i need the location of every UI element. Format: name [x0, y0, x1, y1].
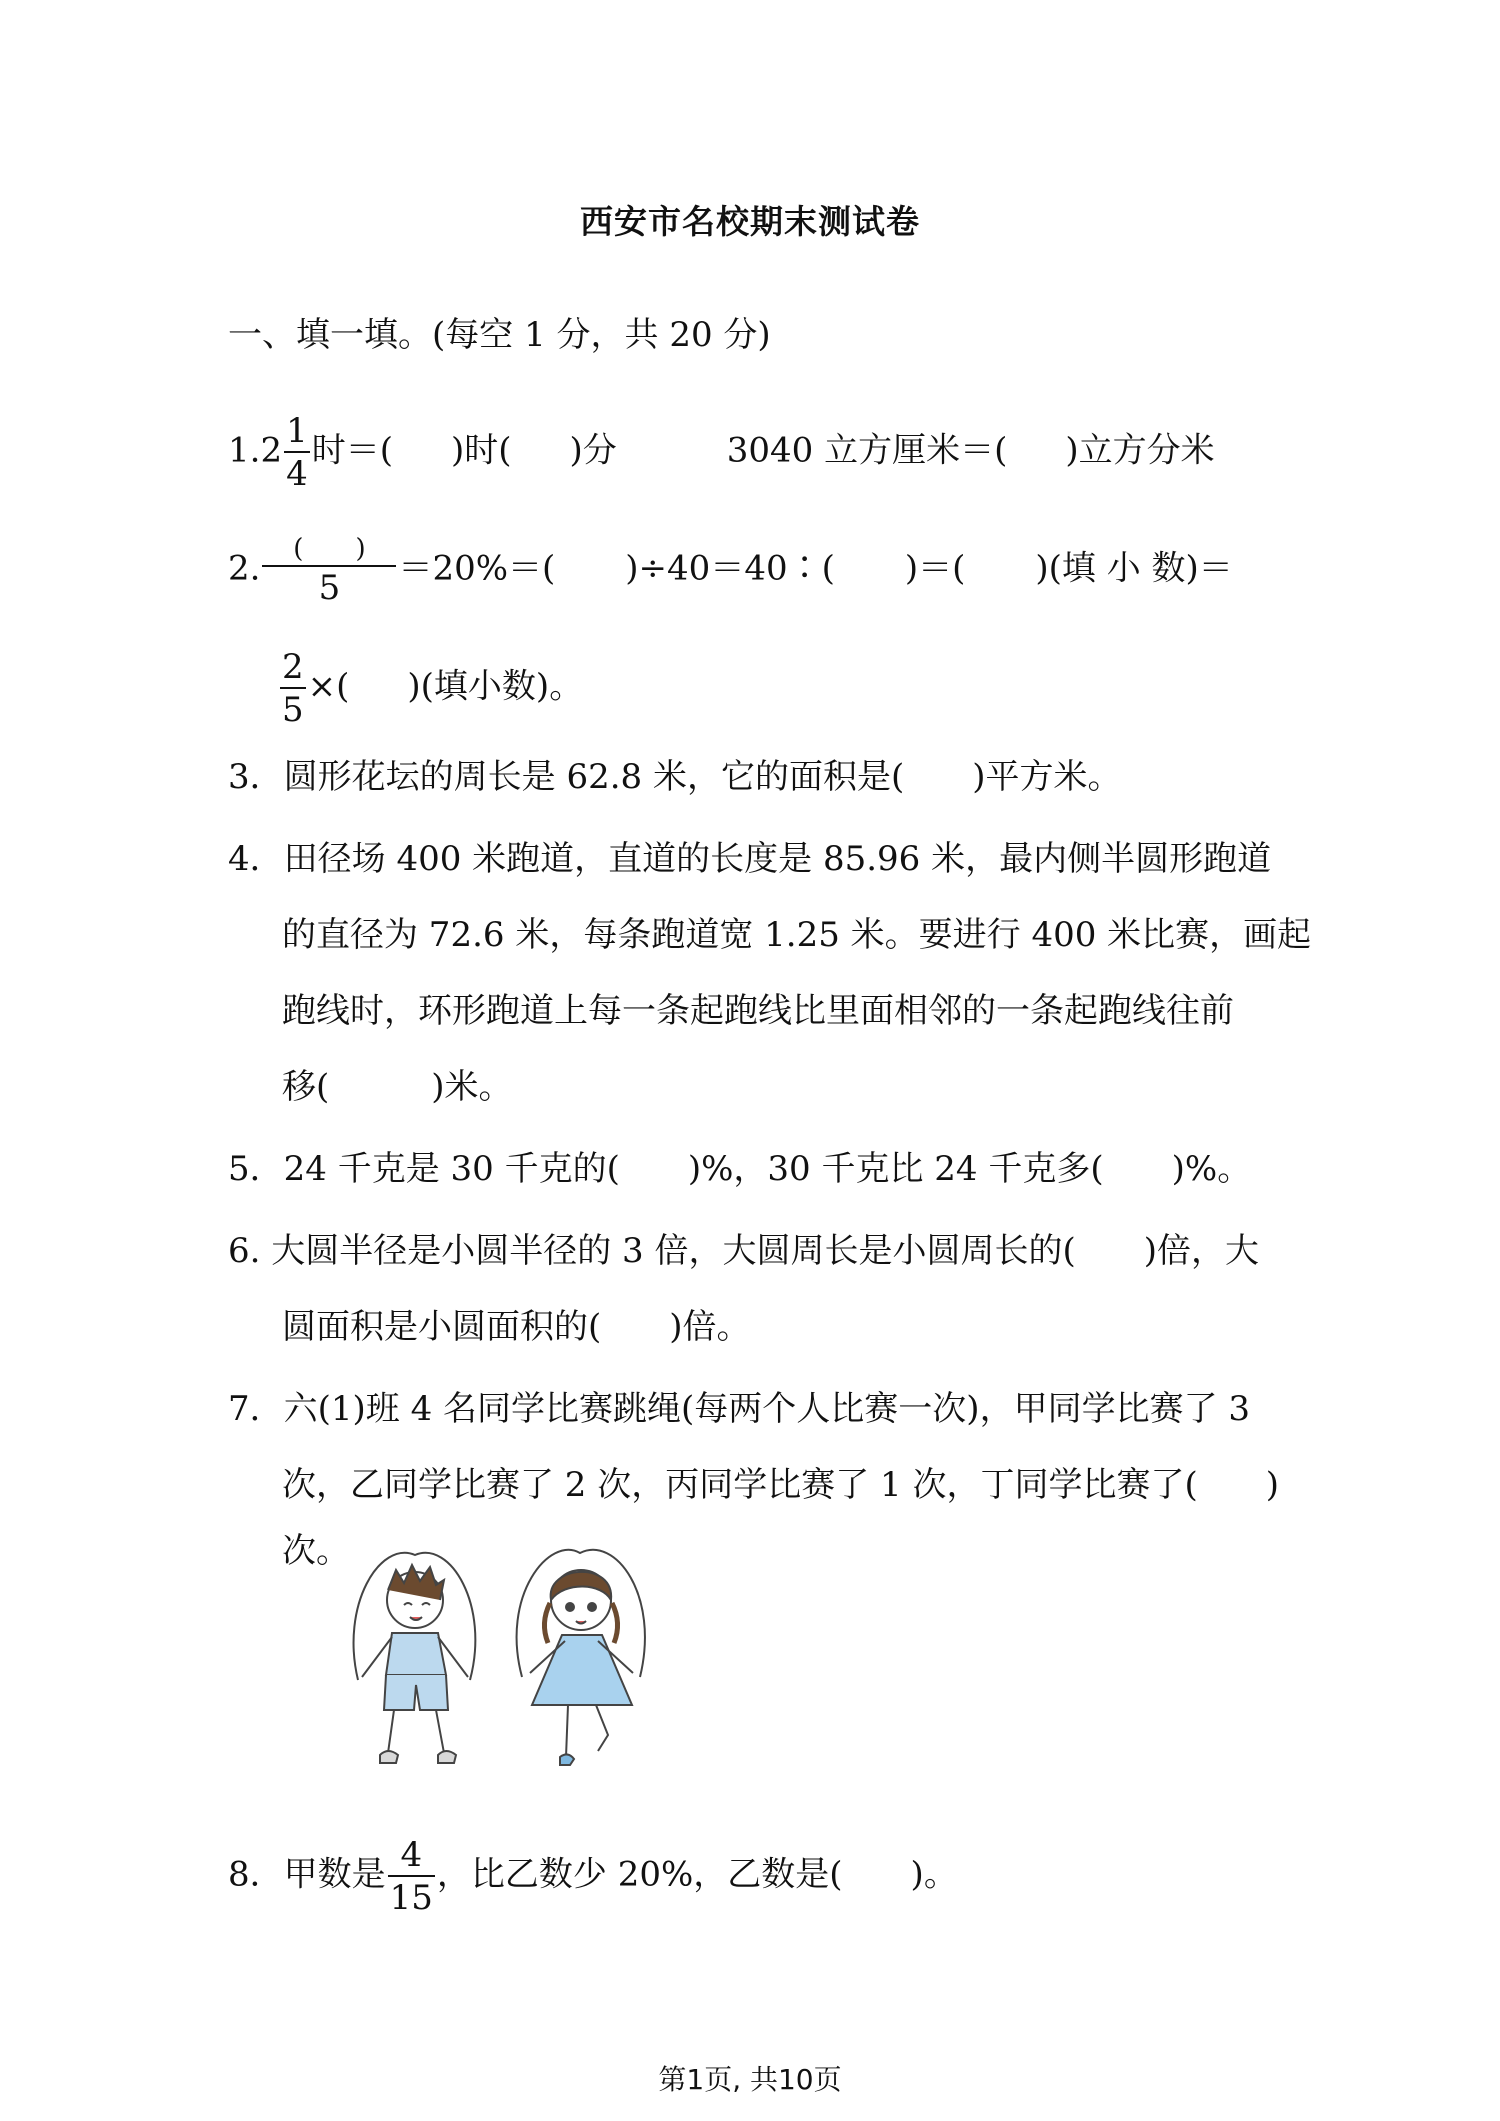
question-7-line-1: 7．六(1)班 4 名同学比赛跳绳(每两个人比赛一次)，甲同学比赛了 3	[228, 1389, 1251, 1429]
q1-text-5: )立方分米	[1065, 430, 1215, 471]
question-4-line-3: 跑线时，环形跑道上每一条起跑线比里面相邻的一条起跑线往前	[282, 991, 1234, 1031]
q1-text-2: )时(	[450, 430, 512, 471]
q1-text-4: 3040 立方厘米＝(	[726, 430, 1008, 471]
section-heading: 一、填一填。(每空 1 分，共 20 分)	[228, 315, 771, 355]
page-title: 西安市名校期末测试卷	[580, 202, 920, 241]
question-2-continued	[278, 647, 584, 730]
jump-rope-illustration	[340, 1545, 670, 1795]
q8-fraction	[388, 1835, 435, 1918]
question-2	[228, 534, 1233, 608]
q1-text-1: 时＝(	[311, 430, 393, 471]
page-number-footer: 第1页, 共10页	[658, 2063, 842, 2096]
q2-text-1: ＝20%＝(	[398, 548, 556, 589]
boy-jumping-rope	[354, 1553, 476, 1763]
question-6-line-1: 6. 大圆半径是小圆半径的 3 倍，大圆周长是小圆周长的( )倍，大	[228, 1231, 1260, 1271]
q2-text-2: )÷40＝40∶(	[625, 548, 835, 589]
q1-prefix: 1.2	[228, 430, 283, 471]
q8-denominator: 15	[389, 1878, 433, 1918]
question-3: 3．圆形花坛的周长是 62.8 米，它的面积是( )平方米。	[228, 757, 1122, 797]
girl-jumping-rope	[517, 1550, 645, 1765]
q1-fraction	[284, 411, 310, 494]
q1-numerator: 1	[286, 411, 308, 451]
q2-denominator: 5	[318, 568, 341, 608]
q8-text-1: 8．甲数是	[228, 1854, 386, 1895]
q8-text-2: ，比乙数少 20%，乙数是( )。	[436, 1854, 958, 1895]
question-4-line-2: 的直径为 72.6 米，每条跑道宽 1.25 米。要进行 400 米比赛，画起	[282, 915, 1312, 955]
question-4-line-4: 移( )米。	[282, 1067, 513, 1107]
q2-numerator-2: 2	[282, 647, 304, 687]
question-4-line-1: 4．田径场 400 米跑道，直道的长度是 85.96 米，最内侧半圆形跑道	[228, 839, 1272, 879]
q2-denominator-2: 5	[282, 690, 304, 730]
q2-prefix: 2.	[228, 548, 261, 589]
q2-text-4: )(填 小 数)＝	[1035, 548, 1233, 589]
q2-numerator-blank[interactable]: ( )	[262, 536, 396, 567]
q8-numerator: 4	[388, 1838, 435, 1877]
question-5: 5．24 千克是 30 千克的( )%，30 千克比 24 千克多( )%。	[228, 1149, 1252, 1189]
q1-text-3: )分	[569, 430, 617, 471]
question-7-line-3: 次。	[282, 1531, 350, 1571]
question-1	[228, 411, 1215, 494]
question-7-line-2: 次，乙同学比赛了 2 次，丙同学比赛了 1 次，丁同学比赛了( )	[282, 1465, 1280, 1505]
q2-text-5: ×(	[307, 666, 350, 707]
question-6-line-2: 圆面积是小圆面积的( )倍。	[282, 1307, 751, 1347]
q2-text-6: )(填小数)。	[407, 666, 584, 707]
q1-denominator: 4	[286, 454, 308, 494]
question-8	[228, 1835, 958, 1918]
q2-fraction-2	[280, 647, 306, 730]
q2-text-3: )＝(	[904, 548, 966, 589]
q2-fraction	[262, 534, 396, 608]
